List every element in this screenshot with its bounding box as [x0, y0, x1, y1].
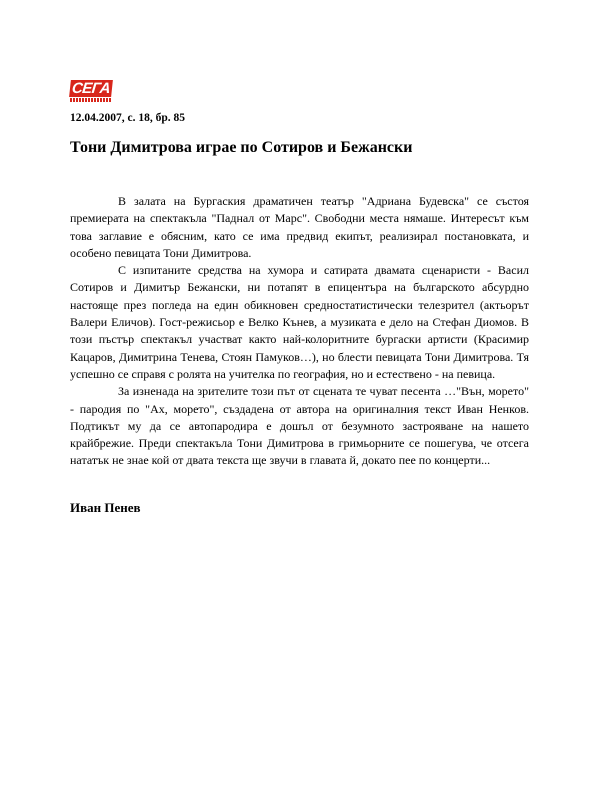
- publication-date-ref: 12.04.2007, с. 18, бр. 85: [70, 112, 185, 124]
- logo-wordmark: СЕГА: [71, 80, 111, 97]
- article-paragraph: За изненада на зрителите този път от сцената те чуват песента …"Вън, морето" - пародия по "Ах, морето", създадена от автора на оригиналния текст Иван Ненков. Подтикът му да се автопародира е дошъл от безумното застрояване на нашето крайбрежие. Преди спектакъла Тони Димитрова в гримьорните се пошегува, че отсега нататък не знае кой от двата текста ще звучи в главата й, докато пее по концерти...: [70, 384, 529, 468]
- article-headline: Тони Димитрова играе по Сотиров и Бежански: [70, 139, 413, 156]
- article-paragraph: В залата на Бургаския драматичен театър "Адриана Будевска" се състоя премиерата на спектакъла "Паднал от Марс". Свободни места нямаше. Интересът към това заглавие е обясним, като се има предвид екипът, реализирал постановката, и особено певицата Тони Димитрова.: [70, 194, 529, 260]
- article-author: Иван Пенев: [70, 500, 141, 515]
- article-paragraph: С изпитаните средства на хумора и сатирата двамата сценаристи - Васил Сотиров и Димитър Бежански, ни потапят в епицентъра на българското абсурдно настояще през погледа на един обикновен средностатистически телезрител (актьорът Валери Еличов). Гост-режисьор е Велко Кънев, а музиката е дело на Стефан Диомов. В този пъстър спектакъл участват както най-колоритните бургаски артисти (Красимир Кацаров, Димитрина Тенева, Стоян Памуков…), но блести певицата Тони Димитрова. Тя успешно се справя с ролята на учителка по география, но и естествено - на певица.: [70, 263, 529, 381]
- article-body: [70, 193, 529, 470]
- logo-underline: [70, 98, 112, 102]
- publication-logo: [70, 80, 112, 102]
